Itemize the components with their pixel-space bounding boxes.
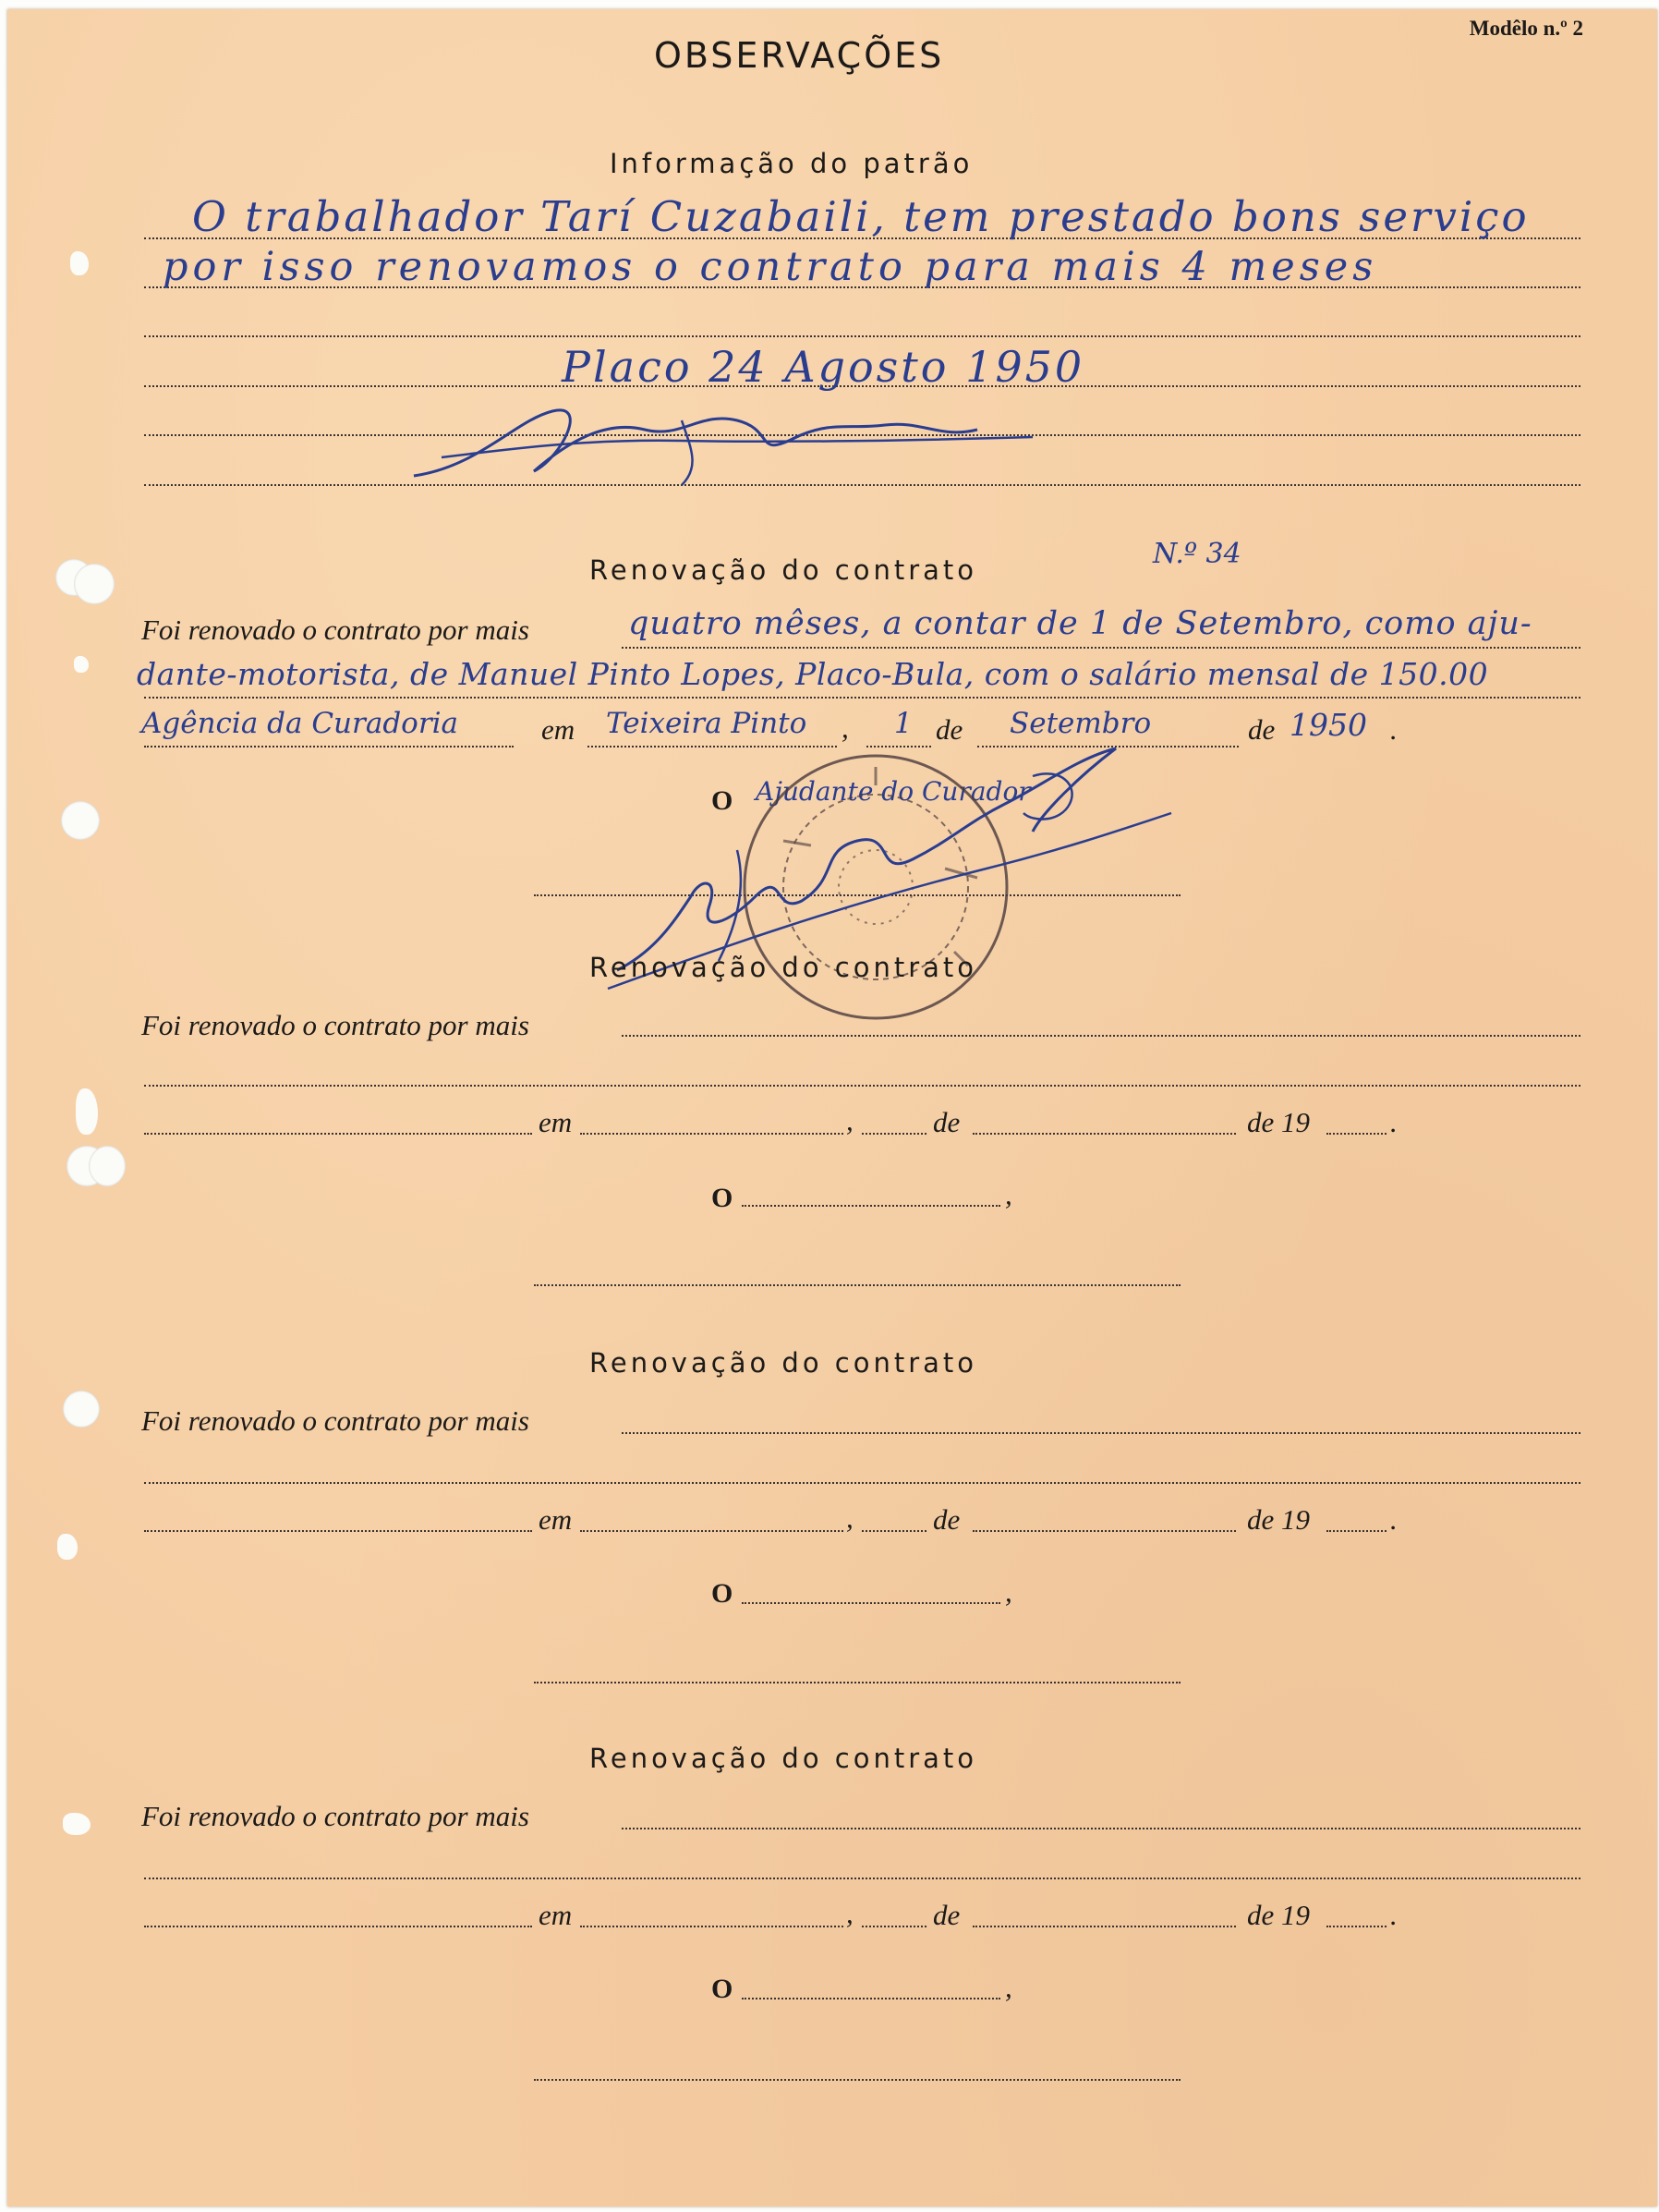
- renewal-3-heading: Renovação do contrato: [589, 1347, 978, 1379]
- renewal-1-day: 1: [894, 707, 913, 740]
- renewal-2-label-o: O: [711, 1183, 733, 1213]
- renewal-1-comma: ,: [842, 711, 849, 744]
- renewal-4-period-line[interactable]: [622, 1828, 1580, 1829]
- renewal-4-city-line[interactable]: [580, 1926, 843, 1927]
- renewal-1-heading: Renovação do contrato: [589, 554, 978, 586]
- renewal-2-label-renewed: Foi renovado o contrato por mais: [141, 1009, 529, 1041]
- renewal-1-period: quatro mêses, a contar de 1 de Setembro, como aju-: [628, 605, 1532, 642]
- renewal-1-label-de: de: [936, 713, 963, 746]
- renewal-1-label-year-de: de: [1248, 713, 1276, 746]
- renewal-2-period-line[interactable]: [622, 1035, 1580, 1037]
- punch-hole: [61, 801, 100, 840]
- renewal-4-label-o: O: [711, 1974, 733, 2004]
- renewal-4-label-de: de: [933, 1899, 961, 1931]
- renewal-4-comma-o: ,: [1005, 1971, 1012, 2003]
- employer-line-3: [144, 335, 1580, 337]
- renewal-1-year: 1950: [1290, 707, 1367, 743]
- renewal-4-line-2[interactable]: [144, 1878, 1580, 1879]
- paper-tear: [70, 251, 89, 275]
- renewal-4-day-line[interactable]: [862, 1926, 926, 1927]
- renewal-2-year-line[interactable]: [1326, 1133, 1387, 1135]
- renewal-3-line-2[interactable]: [144, 1482, 1580, 1484]
- renewal-3-label-year: de 19: [1247, 1503, 1311, 1536]
- renewal-3-day-line[interactable]: [862, 1530, 926, 1532]
- renewal-4-signature-line[interactable]: [534, 2079, 1181, 2081]
- renewal-4-month-line[interactable]: [973, 1926, 1236, 1927]
- renewal-1-line-2: [144, 697, 1580, 699]
- renewal-1-location-line: [144, 746, 514, 747]
- renewal-1-period-line: [622, 647, 1580, 649]
- employer-handwritten-line-2: por isso renovamos o contrato para mais 4 meses: [163, 244, 1378, 290]
- renewal-2-heading: Renovação do contrato: [589, 952, 978, 983]
- renewal-1-location: Agência da Curadoria: [141, 707, 459, 740]
- employer-handwritten-line-1: O trabalhador Tarí Cuzabaili, tem prestado bons serviço: [192, 192, 1530, 241]
- renewal-1-label-renewed: Foi renovado o contrato por mais: [141, 614, 529, 646]
- renewal-3-location-line[interactable]: [144, 1530, 532, 1532]
- renewal-3-period-line[interactable]: [622, 1432, 1580, 1434]
- renewal-4-period-mark: .: [1390, 1899, 1398, 1931]
- renewal-3-label-renewed: Foi renovado o contrato por mais: [141, 1404, 529, 1437]
- renewal-4-signer-line[interactable]: [742, 1998, 1000, 1999]
- model-number: Modêlo n.º 2: [1469, 17, 1583, 40]
- renewal-4-label-renewed: Foi renovado o contrato por mais: [141, 1800, 529, 1832]
- employer-place-date: Placo 24 Agosto 1950: [562, 342, 1085, 392]
- employer-info-heading: Informação do patrão: [610, 148, 974, 179]
- renewal-1-period-mark: .: [1390, 713, 1398, 746]
- punch-hole: [74, 564, 115, 604]
- renewal-4-year-line[interactable]: [1326, 1926, 1387, 1927]
- renewal-4-label-em: em: [539, 1899, 573, 1931]
- punch-hole: [89, 1146, 126, 1186]
- paper-tear: [57, 1534, 78, 1560]
- renewal-2-signer-line[interactable]: [742, 1205, 1000, 1207]
- renewal-3-signer-line[interactable]: [742, 1602, 1000, 1604]
- renewal-3-month-line[interactable]: [973, 1530, 1236, 1532]
- form-page: [7, 9, 1657, 2206]
- renewal-3-period-mark: .: [1390, 1503, 1398, 1536]
- paper-tear: [63, 1813, 91, 1835]
- employer-signature: [405, 383, 1051, 494]
- renewal-2-label-em: em: [539, 1106, 573, 1138]
- renewal-4-location-line[interactable]: [144, 1926, 532, 1927]
- renewal-3-comma: ,: [846, 1501, 854, 1534]
- renewal-2-comma-o: ,: [1005, 1178, 1012, 1210]
- renewal-1-number: N.º 34: [1153, 538, 1241, 570]
- renewal-4-heading: Renovação do contrato: [589, 1743, 978, 1774]
- renewal-3-signature-line[interactable]: [534, 1682, 1181, 1683]
- renewal-2-comma: ,: [846, 1104, 854, 1136]
- renewal-3-label-em: em: [539, 1503, 573, 1536]
- renewal-2-period-mark: .: [1390, 1106, 1398, 1138]
- renewal-2-line-2[interactable]: [144, 1085, 1580, 1087]
- renewal-2-city-line[interactable]: [580, 1133, 843, 1135]
- renewal-3-year-line[interactable]: [1326, 1530, 1387, 1532]
- renewal-1-signer-title: Ajudante do Curador: [756, 776, 1031, 807]
- renewal-2-day-line[interactable]: [862, 1133, 926, 1135]
- paper-tear: [74, 656, 89, 673]
- renewal-3-comma-o: ,: [1005, 1575, 1012, 1608]
- renewal-2-label-de: de: [933, 1106, 961, 1138]
- renewal-3-label-de: de: [933, 1503, 961, 1536]
- paper-tear: [76, 1088, 98, 1135]
- renewal-1-line-2-text: dante-motorista, de Manuel Pinto Lopes, Placo-Bula, com o salário mensal de 150.00: [137, 656, 1489, 692]
- renewal-1-month: Setembro: [1010, 707, 1152, 740]
- renewal-2-label-year: de 19: [1247, 1106, 1311, 1138]
- renewal-1-label-em: em: [541, 713, 575, 746]
- renewal-2-location-line[interactable]: [144, 1133, 532, 1135]
- renewal-3-city-line[interactable]: [580, 1530, 843, 1532]
- renewal-2-month-line[interactable]: [973, 1133, 1236, 1135]
- renewal-1-city: Teixeira Pinto: [606, 707, 807, 740]
- renewal-4-comma: ,: [846, 1897, 854, 1929]
- renewal-1-label-o: O: [711, 785, 733, 816]
- page-title: OBSERVAÇÕES: [654, 35, 945, 76]
- renewal-3-label-o: O: [711, 1578, 733, 1609]
- renewal-2-signature-line[interactable]: [534, 1284, 1181, 1286]
- renewal-4-label-year: de 19: [1247, 1899, 1311, 1931]
- punch-hole: [63, 1391, 100, 1428]
